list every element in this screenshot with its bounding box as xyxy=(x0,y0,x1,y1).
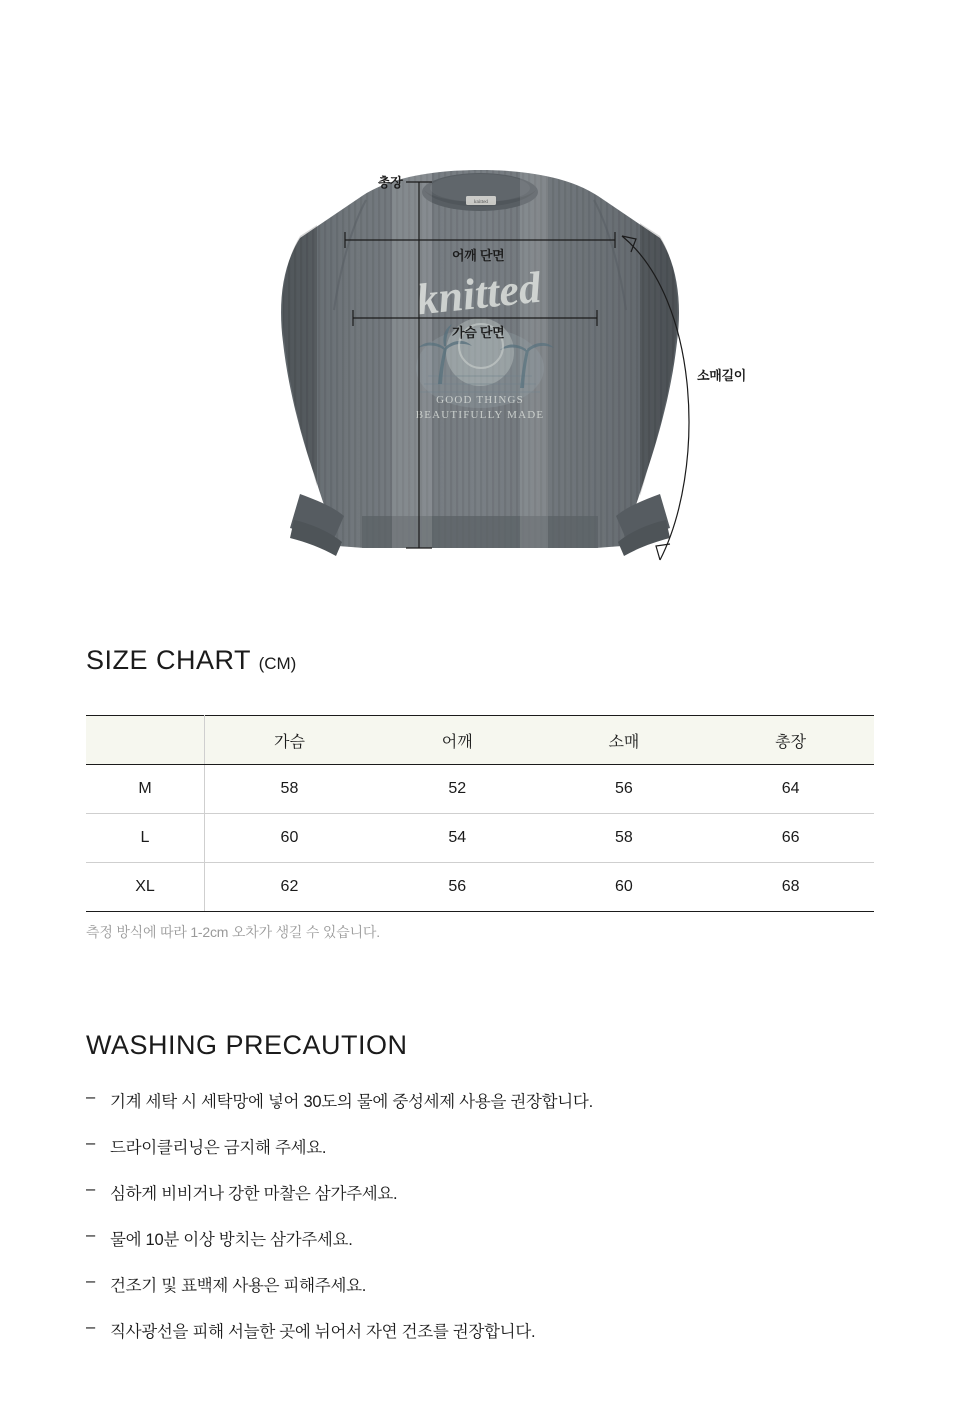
washing-instructions-list xyxy=(86,1088,886,1364)
list-item xyxy=(86,1318,886,1342)
table-row xyxy=(86,863,874,912)
table-row xyxy=(86,814,874,863)
col-shoulder: 어깨 xyxy=(374,716,541,765)
cell-chest: 58 xyxy=(205,765,374,814)
list-item-text: 심하게 비비거나 강한 마찰은 삼가주세요. xyxy=(110,1185,398,1203)
size-diagram xyxy=(0,0,960,620)
label-total-length: 총장 xyxy=(378,175,403,190)
sweater-measurement-illustration xyxy=(0,0,960,620)
bullet-dash: – xyxy=(86,1134,95,1152)
col-chest: 가슴 xyxy=(205,716,374,765)
row-size: L xyxy=(86,814,205,863)
svg-text:knitted: knitted xyxy=(413,262,544,325)
list-item-text: 드라이클리닝은 금지해 주세요. xyxy=(110,1139,327,1157)
bullet-dash: – xyxy=(86,1318,95,1336)
label-sleeve: 소매길이 xyxy=(697,368,747,383)
svg-text:GOOD THINGS: GOOD THINGS xyxy=(436,394,524,406)
col-size xyxy=(86,716,205,765)
row-size: M xyxy=(86,765,205,814)
cell-chest: 60 xyxy=(205,814,374,863)
cell-shoulder: 52 xyxy=(374,765,541,814)
label-shoulder: 어깨 단면 xyxy=(452,248,505,263)
list-item xyxy=(86,1226,886,1250)
list-item-text: 건조기 및 표백제 사용은 피해주세요. xyxy=(110,1277,367,1295)
list-item-text: 직사광선을 피해 서늘한 곳에 뉘어서 자연 건조를 권장합니다. xyxy=(110,1323,536,1341)
list-item-text: 물에 10분 이상 방치는 삼가주세요. xyxy=(110,1231,353,1249)
cell-sleeve: 58 xyxy=(541,814,708,863)
table-header-row xyxy=(86,716,874,765)
row-size: XL xyxy=(86,863,205,912)
table-row xyxy=(86,765,874,814)
bullet-dash: – xyxy=(86,1088,95,1106)
col-total: 총장 xyxy=(707,716,874,765)
cell-shoulder: 56 xyxy=(374,863,541,912)
list-item xyxy=(86,1180,886,1204)
list-item xyxy=(86,1272,886,1296)
cell-total: 68 xyxy=(707,863,874,912)
cell-sleeve: 56 xyxy=(541,765,708,814)
bullet-dash: – xyxy=(86,1272,95,1290)
label-chest: 가슴 단면 xyxy=(452,325,505,340)
size-chart-heading xyxy=(86,645,296,676)
cell-total: 64 xyxy=(707,765,874,814)
cell-total: 66 xyxy=(707,814,874,863)
list-item xyxy=(86,1088,886,1112)
svg-text:knitted: knitted xyxy=(474,200,488,205)
bullet-dash: – xyxy=(86,1180,95,1198)
measurement-note: 측정 방식에 따라 1-2cm 오차가 생길 수 있습니다. xyxy=(86,924,380,940)
list-item-text: 기계 세탁 시 세탁망에 넣어 30도의 물에 중성세제 사용을 권장합니다. xyxy=(110,1093,593,1111)
size-chart-table xyxy=(86,715,874,912)
bullet-dash: – xyxy=(86,1226,95,1244)
washing-heading: WASHING PRECAUTION xyxy=(86,1030,408,1060)
cell-chest: 62 xyxy=(205,863,374,912)
list-item xyxy=(86,1134,886,1158)
size-chart-unit: (CM) xyxy=(258,654,297,673)
size-chart-title-text: SIZE CHART xyxy=(86,645,251,675)
svg-text:BEAUTIFULLY MADE: BEAUTIFULLY MADE xyxy=(415,409,545,421)
col-sleeve: 소매 xyxy=(541,716,708,765)
cell-sleeve: 60 xyxy=(541,863,708,912)
cell-shoulder: 54 xyxy=(374,814,541,863)
